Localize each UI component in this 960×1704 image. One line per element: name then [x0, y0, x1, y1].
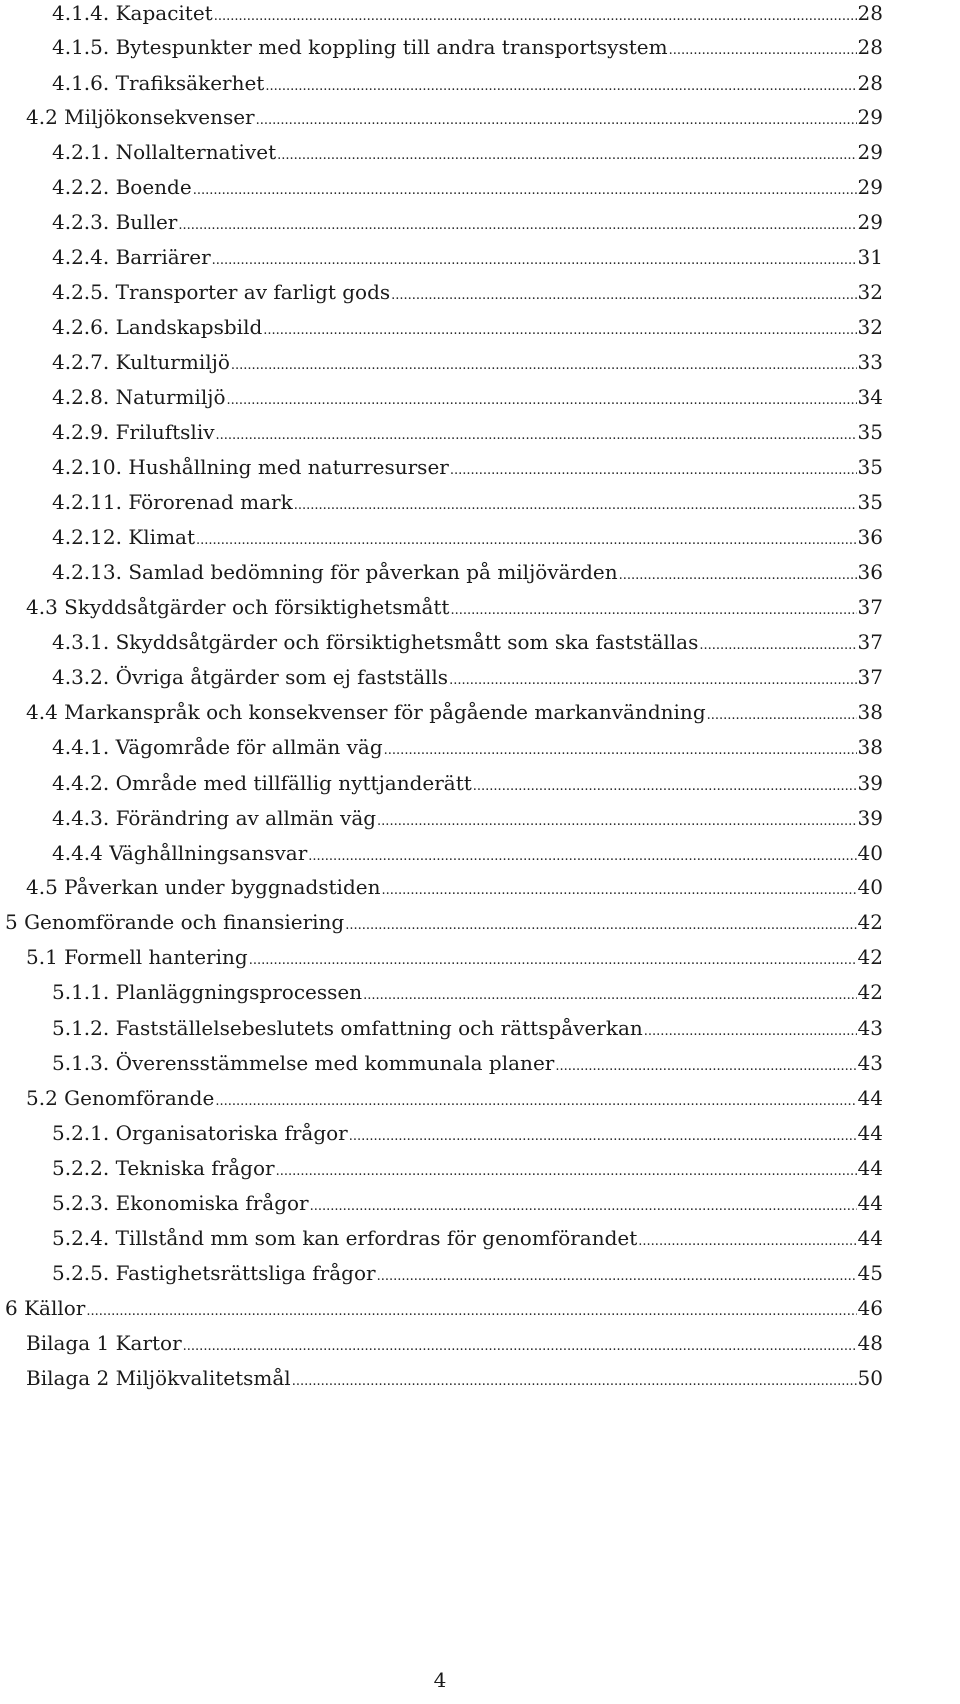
toc-entry-page-number: 40: [857, 875, 883, 899]
page-number: 4: [433, 1668, 447, 1692]
toc-entry[interactable]: [26, 1330, 883, 1360]
dot-leader: [345, 913, 856, 939]
toc-entry-page-number: 44: [857, 1121, 883, 1145]
dot-leader: [308, 844, 856, 870]
toc-entry-title: 5.2.1. Organisatoriska frågor: [52, 1121, 348, 1145]
toc-entry-page-number: 43: [857, 1016, 883, 1040]
toc-entry-page-number: 50: [857, 1366, 883, 1390]
toc-entry[interactable]: [52, 349, 883, 379]
toc-entry-page-number: 39: [857, 771, 883, 795]
toc-entry[interactable]: [52, 454, 883, 484]
toc-entry-title: 4.2.5. Transporter av farligt gods: [52, 280, 391, 304]
toc-entry[interactable]: [26, 594, 883, 624]
dot-leader: [212, 248, 857, 274]
dot-leader: [707, 703, 857, 729]
toc-entry[interactable]: [52, 314, 883, 344]
toc-entry-page-number: 32: [857, 315, 883, 339]
toc-entry-page-number: 44: [857, 1156, 883, 1180]
toc-entry-title: 4.4.4 Väghållningsansvar: [52, 841, 308, 865]
toc-entry-title: 5.1.1. Planläggningsprocessen: [52, 980, 363, 1004]
toc-entry-title: 5.2 Genomförande: [26, 1086, 215, 1110]
dot-leader: [669, 38, 857, 64]
dot-leader: [619, 563, 857, 589]
toc-entry-title: 5 Genomförande och finansiering: [5, 910, 345, 934]
toc-entry[interactable]: [52, 1120, 883, 1150]
dot-leader: [449, 668, 856, 694]
toc-entry-page-number: 44: [857, 1191, 883, 1215]
toc-entry-page-number: 28: [857, 71, 883, 95]
dot-leader: [644, 1019, 857, 1045]
toc-entry-title: 4.2.1. Nollalternativet: [52, 140, 277, 164]
dot-leader: [363, 983, 856, 1009]
toc-entry-title: 5.1.2. Fastställelsebeslutets omfattning och rättspåverkan: [52, 1016, 643, 1040]
dot-leader: [450, 598, 856, 624]
dot-leader: [292, 1369, 857, 1395]
toc-entry-title: 4.4.3. Förändring av allmän väg: [52, 806, 377, 830]
toc-entry-title: 4.3.2. Övriga åtgärder som ej fastställs: [52, 665, 449, 689]
toc-entry[interactable]: [52, 419, 883, 449]
toc-entry[interactable]: [52, 384, 883, 414]
toc-entry-title: 4.2.6. Landskapsbild: [52, 315, 263, 339]
toc-entry[interactable]: [26, 1365, 883, 1395]
toc-entry[interactable]: [52, 1050, 883, 1080]
toc-entry-title: 4.2.9. Friluftsliv: [52, 420, 215, 444]
toc-entry-title: 4.2.10. Hushållning med naturresurser: [52, 455, 449, 479]
dot-leader: [193, 178, 857, 204]
toc-entry[interactable]: [52, 629, 883, 659]
toc-entry-title: Bilaga 2 Miljökvalitetsmål: [26, 1366, 291, 1390]
toc-entry-title: 5.2.2. Tekniska frågor: [52, 1156, 275, 1180]
toc-entry-page-number: 45: [857, 1261, 883, 1285]
toc-entry[interactable]: [52, 0, 883, 30]
toc-entry-page-number: 32: [857, 280, 883, 304]
toc-entry-page-number: 42: [857, 980, 883, 1004]
toc-entry[interactable]: [52, 770, 883, 800]
toc-entry-title: 4.5 Påverkan under byggnadstiden: [26, 875, 381, 899]
toc-entry[interactable]: [52, 34, 883, 64]
toc-entry-title: 4.2.2. Boende: [52, 175, 192, 199]
toc-entry-title: 4.2.8. Naturmiljö: [52, 385, 226, 409]
toc-entry-title: 4.2 Miljökonsekvenser: [26, 105, 255, 129]
toc-entry[interactable]: [52, 1015, 883, 1045]
toc-entry[interactable]: [52, 279, 883, 309]
dot-leader: [391, 283, 856, 309]
toc-entry-title: 5.1.3. Överensstämmelse med kommunala planer: [52, 1051, 555, 1075]
toc-entry-page-number: 48: [857, 1331, 883, 1355]
toc-entry-page-number: 38: [857, 700, 883, 724]
toc-entry-page-number: 36: [857, 560, 883, 584]
toc-entry-page-number: 28: [857, 1, 883, 25]
toc-entry-title: 4.2.11. Förorenad mark: [52, 490, 293, 514]
toc-entry-page-number: 44: [857, 1086, 883, 1110]
toc-entry-page-number: 33: [857, 350, 883, 374]
dot-leader: [178, 213, 856, 239]
toc-entry[interactable]: [52, 1190, 883, 1220]
toc-entry[interactable]: [52, 840, 883, 870]
dot-leader: [196, 528, 857, 554]
toc-entry-page-number: 40: [857, 841, 883, 865]
toc-entry[interactable]: [52, 979, 883, 1009]
toc-entry[interactable]: [52, 209, 883, 239]
toc-entry-page-number: 34: [857, 385, 883, 409]
dot-leader: [227, 388, 857, 414]
toc-entry[interactable]: [26, 699, 883, 729]
dot-leader: [384, 738, 857, 764]
dot-leader: [183, 1334, 857, 1360]
toc-entry-title: 4.4 Markanspråk och konsekvenser för pågående markanvändning: [26, 700, 706, 724]
toc-entry-title: 6 Källor: [5, 1296, 86, 1320]
toc-entry[interactable]: [52, 1155, 883, 1185]
toc-entry[interactable]: [52, 664, 883, 694]
dot-leader: [249, 948, 857, 974]
toc-entry-page-number: 39: [857, 806, 883, 830]
toc-entry-title: 4.1.6. Trafiksäkerhet: [52, 71, 265, 95]
toc-entry[interactable]: [52, 734, 883, 764]
toc-entry-title: 4.2.4. Barriärer: [52, 245, 211, 269]
toc-entry-title: 5.2.4. Tillstånd mm som kan erfordras för genomförandet: [52, 1226, 638, 1250]
dot-leader: [638, 1229, 856, 1255]
toc-entry[interactable]: [52, 244, 883, 274]
toc-entry-page-number: 29: [857, 140, 883, 164]
toc-entry[interactable]: [52, 1225, 883, 1255]
toc-entry[interactable]: [52, 559, 883, 589]
toc-entry-page-number: 31: [857, 245, 883, 269]
toc-entry-title: 4.2.3. Buller: [52, 210, 178, 234]
dot-leader: [214, 4, 857, 30]
dot-leader: [263, 318, 856, 344]
dot-leader: [381, 878, 856, 904]
toc-entry-title: 4.2.13. Samlad bedömning för påverkan på miljövärden: [52, 560, 618, 584]
toc-entry-page-number: 35: [857, 455, 883, 479]
toc-entry-title: 4.1.5. Bytespunkter med koppling till andra transportsystem: [52, 35, 668, 59]
toc-entry-title: 5.2.5. Fastighetsrättsliga frågor: [52, 1261, 376, 1285]
dot-leader: [555, 1054, 856, 1080]
toc-entry-title: 4.3 Skyddsåtgärder och försiktighetsmått: [26, 595, 450, 619]
toc-entry[interactable]: [26, 874, 883, 904]
toc-entry[interactable]: [26, 104, 883, 134]
toc-entry-title: 4.4.2. Område med tillfällig nyttjanderätt: [52, 771, 472, 795]
toc-entry-title: 4.4.1. Vägområde för allmän väg: [52, 735, 383, 759]
dot-leader: [265, 74, 856, 100]
toc-entry[interactable]: [52, 139, 883, 169]
dot-leader: [276, 1159, 857, 1185]
toc-entry-title: 4.3.1. Skyddsåtgärder och försiktighetsmått som ska fastställas: [52, 630, 699, 654]
toc-entry-title: 4.1.4. Kapacitet: [52, 1, 213, 25]
toc-entry-title: 4.2.7. Kulturmiljö: [52, 350, 230, 374]
toc-entry-page-number: 28: [857, 35, 883, 59]
toc-entry[interactable]: [52, 524, 883, 554]
toc-entry-title: 5.1 Formell hantering: [26, 945, 248, 969]
toc-entry[interactable]: [5, 909, 883, 939]
toc-entry[interactable]: [52, 805, 883, 835]
dot-leader: [473, 774, 857, 800]
toc-entry-page-number: 35: [857, 420, 883, 444]
toc-entry[interactable]: [52, 174, 883, 204]
toc-entry-page-number: 35: [857, 490, 883, 514]
dot-leader: [231, 353, 857, 379]
dot-leader: [377, 809, 857, 835]
dot-leader: [86, 1299, 856, 1325]
dot-leader: [699, 633, 856, 659]
toc-entry-page-number: 44: [857, 1226, 883, 1250]
toc-entry-title: 4.2.12. Klimat: [52, 525, 195, 549]
toc-entry-page-number: 42: [857, 945, 883, 969]
dot-leader: [256, 108, 857, 134]
toc-entry-title: Bilaga 1 Kartor: [26, 1331, 182, 1355]
dot-leader: [377, 1264, 857, 1290]
dot-leader: [216, 423, 857, 449]
dot-leader: [450, 458, 857, 484]
toc-entry-page-number: 36: [857, 525, 883, 549]
toc-entry[interactable]: [26, 1085, 883, 1115]
toc-entry-page-number: 46: [857, 1296, 883, 1320]
toc-entry[interactable]: [26, 944, 883, 974]
toc-entry-page-number: 29: [857, 210, 883, 234]
toc-entry-page-number: 37: [857, 630, 883, 654]
toc-entry-page-number: 37: [857, 665, 883, 689]
toc-entry[interactable]: [5, 1295, 883, 1325]
toc-entry[interactable]: [52, 70, 883, 100]
toc-entry-title: 5.2.3. Ekonomiska frågor: [52, 1191, 309, 1215]
dot-leader: [349, 1124, 857, 1150]
dot-leader: [215, 1089, 856, 1115]
toc-entry-page-number: 29: [857, 175, 883, 199]
toc-entry[interactable]: [52, 1260, 883, 1290]
toc-entry-page-number: 42: [857, 910, 883, 934]
toc-entry-page-number: 37: [857, 595, 883, 619]
toc-entry-page-number: 29: [857, 105, 883, 129]
toc-entry-page-number: 43: [857, 1051, 883, 1075]
dot-leader: [294, 493, 857, 519]
toc-entry-page-number: 38: [857, 735, 883, 759]
dot-leader: [277, 143, 856, 169]
toc-entry[interactable]: [52, 489, 883, 519]
dot-leader: [310, 1194, 857, 1220]
